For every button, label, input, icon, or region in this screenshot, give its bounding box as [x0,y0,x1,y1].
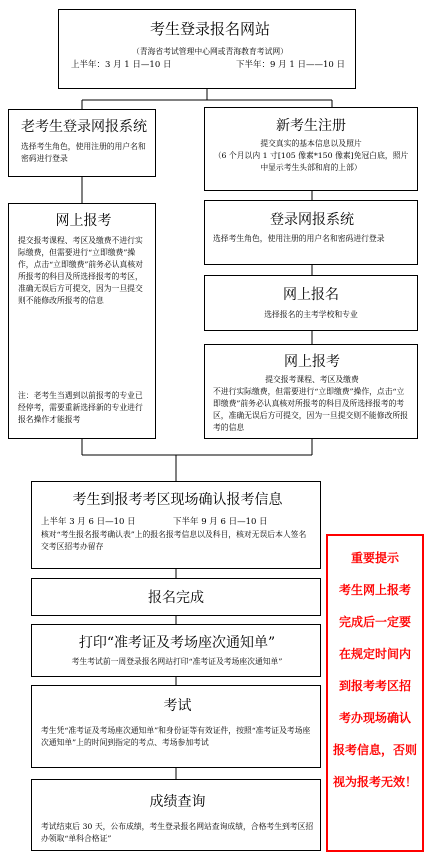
website-login-box [58,9,356,89]
photo-requirement: （6 个月以内 1 寸[105 像素*150 像素]免冠白底，照片中显示考生头部和肩的上部） [213,151,409,172]
notice-line: 报考信息，否则 [332,743,417,757]
old-student-login-title: 老考生登录网报系统 [21,119,147,135]
notice-line: 完成后一定要 [338,615,411,629]
new-student-register-box [204,107,418,191]
print-ticket-title: 打印“准考证及考场座次通知单” [78,635,276,651]
confirm-first-half: 上半年 3 月 6 日—10 日 [41,517,136,527]
old-student-apply-desc: 提交报考课程、考区及缴费不进行实际缴费，但需要进行“立即缴费”操作，点击“立即缴费”前务必认真核对所报考的科目及所选择报考的考区，准确无误后方可提交，因为一旦提交则不能修改所报考的信息 [18,236,143,305]
score-query-box [31,779,321,851]
website-source-note: （青海省考试管理中心网或青海教育考试网） [132,47,288,56]
new-student-login-desc: 选择考生角色，使用注册的用户名和密码进行登录 [213,234,385,243]
website-login-title: 考生登录报名网站 [149,20,270,38]
print-ticket-desc: 考生考试前一周登录报名网站打印“准考证及考场座次通知单” [71,657,283,666]
old-student-login-box [8,109,156,177]
exam-desc: 考生凭“准考证及考场座次通知单”和身份证等有效证件，按照“准考证及考场座次通知单”上的时间到指定的考点、考场参加考试 [41,726,311,747]
registration-done-box [31,578,321,616]
confirm-second-half: 下半年 9 月 6 日—10 日 [173,517,268,527]
online-register-desc: 选择报名的主考学校和专业 [264,310,358,319]
old-student-login-desc: 选择考生角色，使用注册的用户名和密码进行登录 [21,142,146,163]
new-student-apply-title: 网上报考 [284,354,340,370]
onsite-confirm-title: 考生到报考考区现场确认报考信息 [72,492,283,508]
notice-line: 考办现场确认 [338,711,411,725]
notice-line: 视为报考无效！ [332,775,417,789]
score-query-desc: 考试结束后 30 天，公布成绩，考生登录报名网站查询成绩，合格考生到考区招办领取“单科合格证” [41,822,314,843]
new-student-apply-box [204,344,418,439]
second-half-dates: 下半年：9 月 1 日——10 日 [236,60,345,70]
new-student-login-title: 登录网报系统 [270,212,354,228]
old-student-apply-note: 注：老考生当遇到以前报考的专业已经停考，需要重新选择新的专业进行报名操作才能报考 [18,391,143,424]
online-register-title: 网上报名 [283,287,339,303]
onsite-confirm-box [31,481,321,569]
online-register-box [204,275,418,331]
registration-done-title: 报名完成 [148,590,204,606]
notice-title: 重要提示 [350,551,399,565]
onsite-confirm-desc: 核对“考生报名报考确认表”上的报名报考信息以及科目，核对无误后本人签名交考区招考办留存 [41,530,307,551]
new-student-register-title: 新考生注册 [276,118,346,134]
new-student-login-box [204,200,418,265]
old-student-apply-box [8,203,156,439]
first-half-dates: 上半年：3 月 1 日—10 日 [71,60,172,70]
new-student-register-info: 提交真实的基本信息以及照片 [260,139,362,148]
notice-line: 考生网上报考 [338,583,411,597]
exam-box [31,685,321,768]
exam-title: 考试 [163,698,192,714]
score-query-title: 成绩查询 [149,794,206,810]
old-student-apply-title: 网上报考 [55,213,112,229]
important-notice-box [326,534,424,852]
print-ticket-box [31,624,321,677]
notice-line: 在规定时间内 [338,647,411,661]
notice-line: 到报考考区招 [338,679,411,693]
new-student-apply-line1: 提交报考课程、考区及缴费 [265,375,359,384]
new-student-apply-line2: 不进行实际缴费，但需要进行“立即缴费”操作，点击“立即缴费”前务必认真核对所报考的科目及所选择报考的考区，准确无误后方可提交，因为一旦提交则不能修改所报考的信息 [213,387,408,432]
